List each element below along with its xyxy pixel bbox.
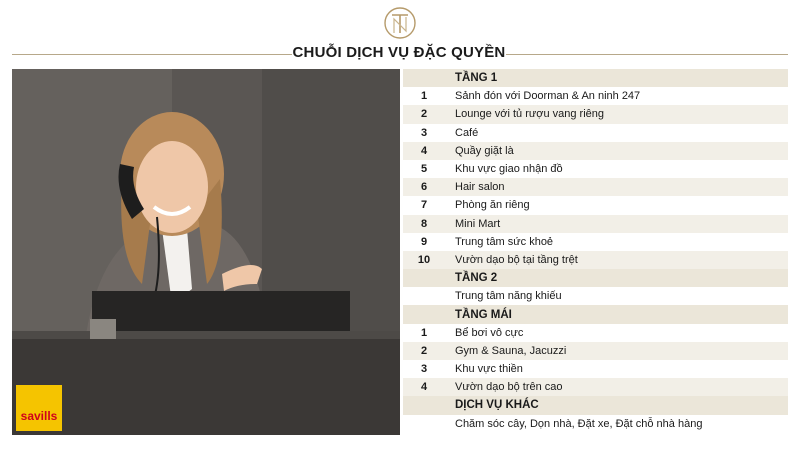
services-table xyxy=(403,69,788,433)
table-row xyxy=(403,324,788,342)
row-number: 7 xyxy=(420,199,428,212)
row-number: 9 xyxy=(420,235,428,248)
row-text: TẦNG 1 xyxy=(455,72,498,85)
row-number: 3 xyxy=(420,126,428,139)
row-text: Bể bơi vô cực xyxy=(455,326,524,339)
title-divider-left xyxy=(12,54,292,55)
table-row xyxy=(403,342,788,360)
section-header xyxy=(403,305,788,323)
table-row xyxy=(403,124,788,142)
row-text: Lounge với tủ rượu vang riêng xyxy=(455,108,604,121)
row-text: TẦNG 2 xyxy=(455,272,498,285)
title-divider-right xyxy=(506,54,788,55)
title-row xyxy=(0,40,800,68)
table-row xyxy=(403,233,788,251)
row-text: TẦNG MÁI xyxy=(455,308,512,321)
row-text: Phòng ăn riêng xyxy=(455,199,530,212)
row-number: 2 xyxy=(420,344,428,357)
table-row xyxy=(403,178,788,196)
row-number: 4 xyxy=(420,381,428,394)
row-text: Hair salon xyxy=(455,181,505,194)
row-number: 2 xyxy=(420,108,428,121)
row-number: 4 xyxy=(420,144,428,157)
table-row xyxy=(403,378,788,396)
table-row xyxy=(403,87,788,105)
row-number: 5 xyxy=(420,163,428,176)
row-number: 6 xyxy=(420,181,428,194)
receptionist-illustration xyxy=(12,69,400,435)
table-row xyxy=(403,287,788,305)
row-text: Khu vực thiền xyxy=(455,363,523,376)
row-text: Trung tâm sức khoẻ xyxy=(455,235,554,248)
section-header xyxy=(403,69,788,87)
row-number: 8 xyxy=(420,217,428,230)
savills-logo xyxy=(16,385,62,431)
row-text: Chăm sóc cây, Dọn nhà, Đặt xe, Đặt chỗ nhà hàng xyxy=(455,417,703,430)
tn-monogram-icon xyxy=(383,6,417,40)
row-text: DỊCH VỤ KHÁC xyxy=(455,399,539,412)
row-text: Mini Mart xyxy=(455,217,501,230)
table-row xyxy=(403,196,788,214)
row-number: 1 xyxy=(420,326,428,339)
table-row xyxy=(403,251,788,269)
row-number: 3 xyxy=(420,363,428,376)
savills-logo-text: savills xyxy=(20,409,58,423)
table-row xyxy=(403,415,788,433)
receptionist-photo xyxy=(12,69,400,435)
row-number: 1 xyxy=(420,90,428,103)
section-header xyxy=(403,396,788,414)
page-title: CHUỖI DỊCH VỤ ĐẶC QUYỀN xyxy=(292,44,506,61)
row-text: Khu vực giao nhận đồ xyxy=(455,163,563,176)
section-header xyxy=(403,269,788,287)
table-row xyxy=(403,215,788,233)
row-text: Vườn dạo bộ tại tầng trệt xyxy=(455,253,578,266)
table-row xyxy=(403,160,788,178)
table-row xyxy=(403,105,788,123)
row-text: Vườn dạo bộ trên cao xyxy=(455,381,563,394)
row-text: Quầy giặt là xyxy=(455,144,514,157)
row-text: Café xyxy=(455,126,479,139)
row-text: Gym & Sauna, Jacuzzi xyxy=(455,344,567,357)
row-text: Sảnh đón với Doorman & An ninh 247 xyxy=(455,90,641,103)
row-text: Trung tâm năng khiếu xyxy=(455,290,562,303)
table-row xyxy=(403,142,788,160)
table-row xyxy=(403,360,788,378)
row-number: 10 xyxy=(417,253,431,266)
